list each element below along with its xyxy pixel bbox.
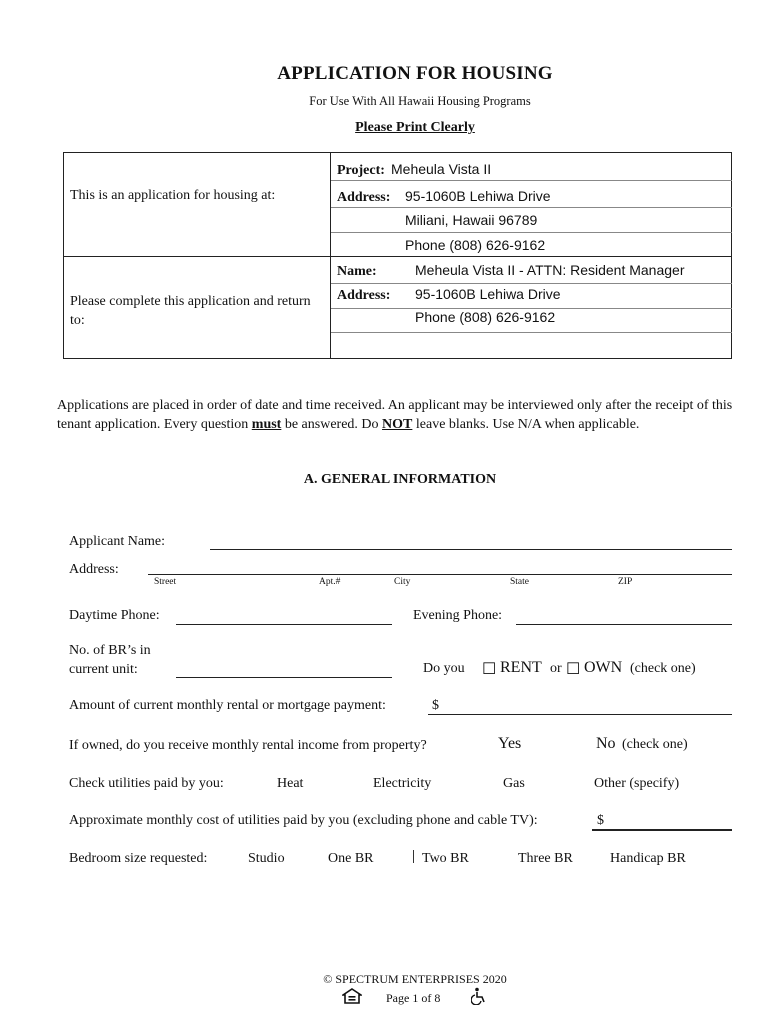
street-caption: Street [154, 577, 177, 587]
return-phone: Phone (808) 626-9162 [415, 309, 556, 325]
studio-option[interactable]: Studio [248, 851, 285, 866]
monthly-payment-dollar: $ [432, 698, 439, 713]
name-value: Meheula Vista II - ATTN: Resident Manager [415, 262, 685, 278]
zip-caption: ZIP [618, 577, 633, 587]
intro-paragraph: Applications are placed in order of date and time received. An applicant may be interviewed only after the receipt of this tenant application. Every question must be answered. Do NOT leave blanks. Use N/A when applicable. [57, 398, 733, 432]
not-emphasis: NOT [382, 417, 413, 432]
evening-phone-label: Evening Phone: [413, 608, 503, 623]
daytime-phone-label: Daytime Phone: [69, 608, 160, 623]
return-address-label: Address: [337, 288, 391, 303]
page-title: APPLICATION FOR HOUSING [277, 63, 553, 84]
property-phone: Phone (808) 626-9162 [405, 237, 546, 253]
apt-caption: Apt.# [319, 577, 341, 587]
page-subtitle: For Use With All Hawaii Housing Programs [309, 94, 531, 108]
return-label: Please complete this application and return to: [70, 294, 311, 328]
address-line2: Miliani, Hawaii 96789 [405, 212, 538, 228]
address-field-label: Address: [69, 562, 119, 577]
applicant-name-label: Applicant Name: [69, 534, 166, 549]
handicap-br-option[interactable]: Handicap BR [610, 851, 686, 866]
three-br-option[interactable]: Three BR [518, 851, 573, 866]
address-label: Address: [337, 190, 391, 205]
print-note: Please Print Clearly [355, 120, 475, 135]
wheelchair-icon [471, 987, 487, 1010]
rent-checkbox[interactable]: ☐ [482, 661, 497, 678]
monthly-payment-field[interactable] [428, 714, 732, 715]
rental-income-question: If owned, do you receive monthly rental income from property? [69, 738, 427, 753]
utility-cost-dollar: $ [597, 813, 604, 828]
rent-label: RENT [500, 659, 542, 676]
name-label: Name: [337, 264, 377, 279]
br-count-field[interactable] [176, 677, 392, 678]
bedroom-size-label: Bedroom size requested: [69, 851, 208, 866]
br-count-label-line1: No. of BR’s in [69, 643, 151, 658]
daytime-phone-field[interactable] [176, 624, 392, 625]
section-heading: A. GENERAL INFORMATION [303, 472, 497, 487]
no-option[interactable]: No [596, 735, 616, 752]
own-checkbox[interactable]: ☐ [566, 661, 581, 678]
must-emphasis: must [251, 417, 282, 432]
utilities-label: Check utilities paid by you: [69, 776, 224, 791]
check-one-label: (check one) [630, 661, 696, 676]
address-line1: 95-1060B Lehiwa Drive [405, 188, 551, 204]
copyright: © SPECTRUM ENTERPRISES 2020 [323, 972, 507, 986]
or-label: or [550, 661, 562, 676]
box-row-divider [63, 256, 732, 257]
electricity-option[interactable]: Electricity [373, 776, 432, 791]
state-caption: State [510, 577, 529, 587]
own-label: OWN [584, 659, 623, 676]
return-address: 95-1060B Lehiwa Drive [415, 286, 561, 302]
check-one-label-2: (check one) [622, 737, 688, 752]
evening-phone-field[interactable] [516, 624, 732, 625]
yes-option[interactable]: Yes [498, 735, 522, 752]
one-br-option[interactable]: One BR [328, 851, 374, 866]
two-br-marker [413, 850, 414, 863]
other-option[interactable]: Other (specify) [594, 776, 680, 791]
heat-option[interactable]: Heat [277, 776, 304, 791]
page-number: Page 1 of 8 [386, 991, 441, 1005]
br-count-label-line2: current unit: [69, 662, 138, 677]
do-you-label: Do you [423, 661, 465, 676]
project-value: Meheula Vista II [391, 161, 492, 177]
equal-housing-icon [342, 988, 362, 1009]
apply-at-label: This is an application for housing at: [70, 188, 276, 203]
utility-cost-field[interactable] [592, 829, 732, 831]
project-label: Project: [337, 163, 385, 178]
city-caption: City [394, 577, 411, 587]
two-br-option[interactable]: Two BR [422, 851, 469, 866]
gas-option[interactable]: Gas [503, 776, 525, 791]
utility-cost-label: Approximate monthly cost of utilities paid by you (excluding phone and cable TV): [69, 813, 538, 828]
monthly-payment-label: Amount of current monthly rental or mortgage payment: [69, 698, 386, 713]
applicant-name-field[interactable] [210, 549, 732, 550]
address-field[interactable] [148, 574, 732, 575]
